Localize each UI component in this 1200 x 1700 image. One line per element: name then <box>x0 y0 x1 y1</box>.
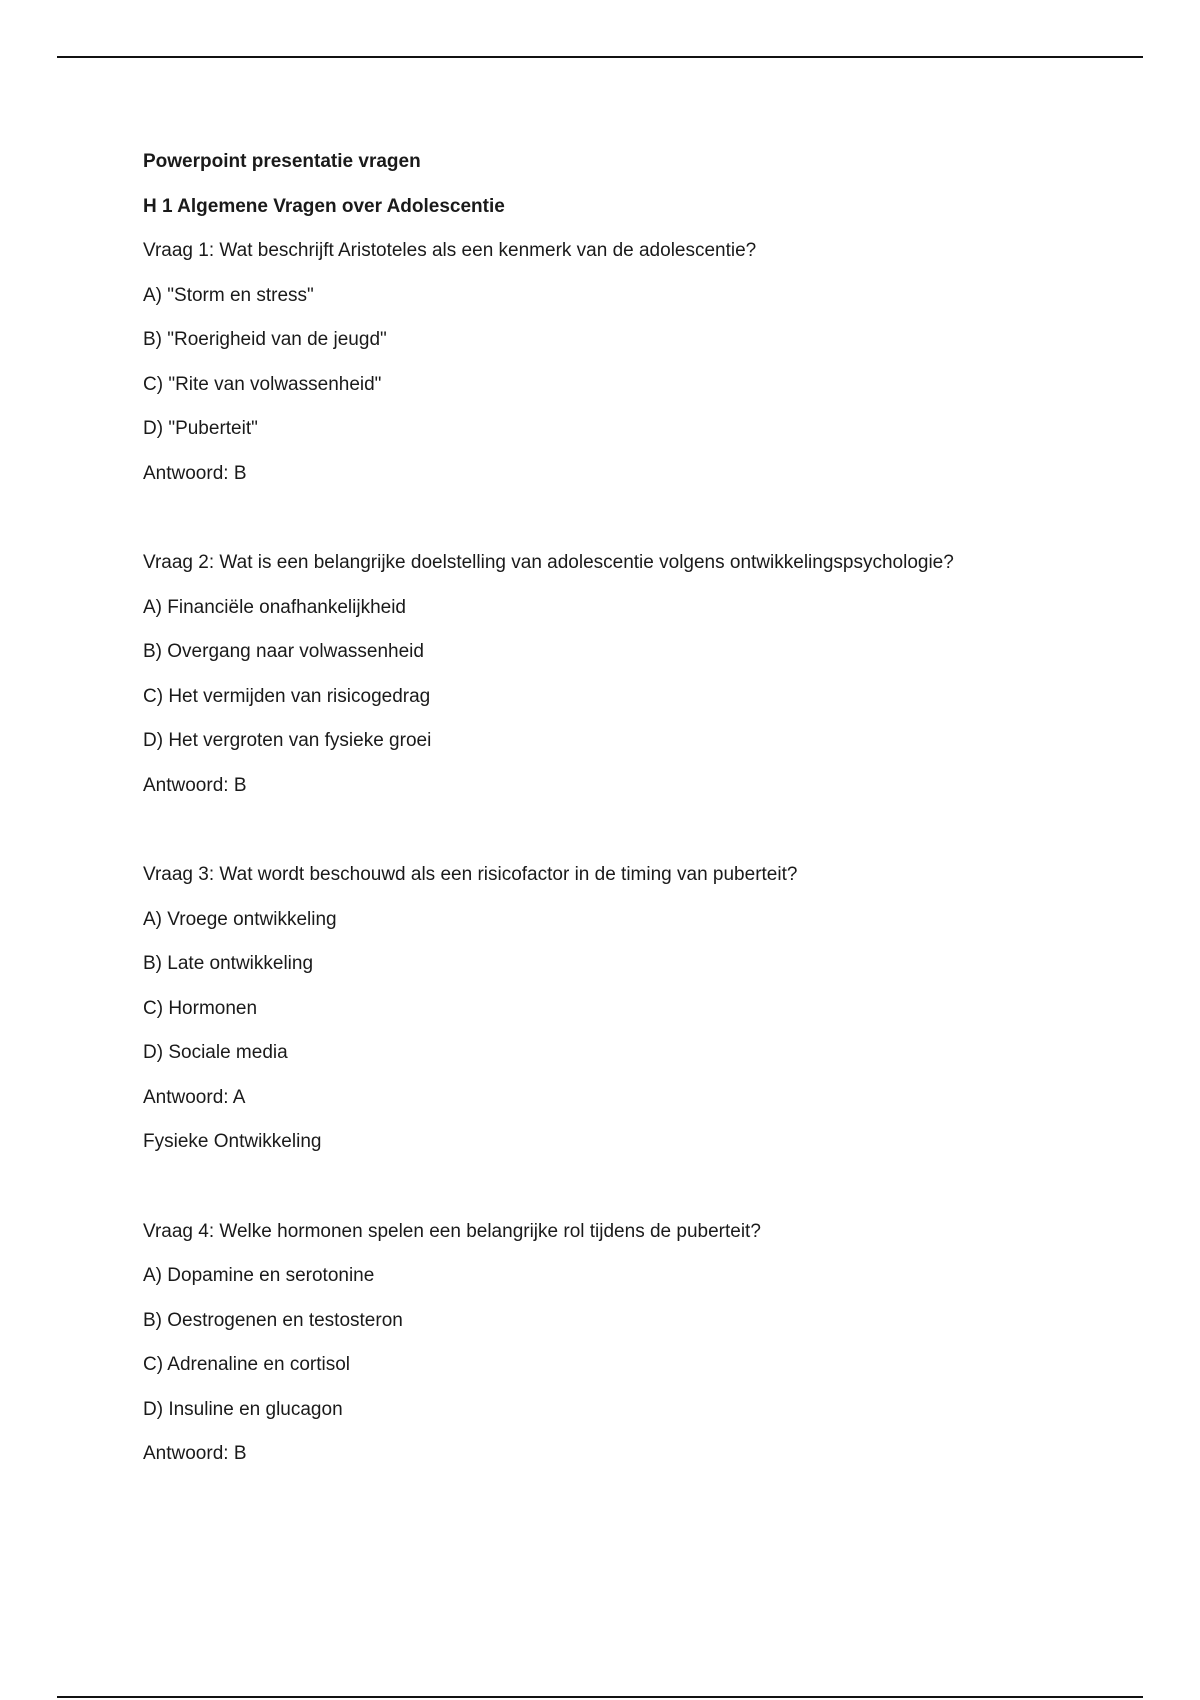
chapter-heading: H 1 Algemene Vragen over Adolescentie <box>143 195 505 217</box>
answer: Antwoord: B <box>143 774 247 796</box>
spacer <box>143 1165 1143 1210</box>
answer: Antwoord: B <box>143 1443 247 1464</box>
option-a: A) Financiële onafhankelijkheid <box>143 596 406 618</box>
question-text: Vraag 2: Wat is een belangrijke doelstelling van adolescentie volgens ontwikkelingspsychologie? <box>143 552 954 573</box>
document-title: Powerpoint presentatie vragen <box>143 151 421 172</box>
option-c: C) Het vermijden van risicogedrag <box>143 685 431 707</box>
top-rule <box>57 56 1143 58</box>
option-c: C) Adrenaline en cortisol <box>143 1354 350 1375</box>
question-block-1 <box>143 229 1143 496</box>
option-b: B) Overgang naar volwassenheid <box>143 641 424 662</box>
option-a: A) Vroege ontwikkeling <box>143 908 337 930</box>
answer: Antwoord: A <box>143 1086 246 1108</box>
question-text: Vraag 1: Wat beschrijft Aristoteles als een kenmerk van de adolescentie? <box>143 240 757 261</box>
question-block-4 <box>143 1210 1143 1477</box>
question-block-2 <box>143 541 1143 808</box>
option-b: B) Oestrogenen en testosteron <box>143 1309 403 1331</box>
option-b: B) Late ontwikkeling <box>143 953 314 974</box>
document-body <box>143 140 1143 1477</box>
option-b: B) "Roerigheid van de jeugd" <box>143 329 387 350</box>
option-a: A) Dopamine en serotonine <box>143 1265 375 1286</box>
option-c: C) "Rite van volwassenheid" <box>143 373 382 395</box>
answer: Antwoord: B <box>143 462 247 484</box>
question-text: Vraag 3: Wat wordt beschouwd als een risicofactor in de timing van puberteit? <box>143 864 798 885</box>
option-a: A) "Storm en stress" <box>143 284 314 306</box>
spacer <box>143 808 1143 853</box>
bottom-rule <box>57 1696 1143 1698</box>
option-d: D) Het vergroten van fysieke groei <box>143 730 432 751</box>
option-d: D) Insuline en glucagon <box>143 1398 343 1420</box>
question-text: Vraag 4: Welke hormonen spelen een belangrijke rol tijdens de puberteit? <box>143 1220 761 1242</box>
option-d: D) "Puberteit" <box>143 418 258 439</box>
spacer <box>143 496 1143 541</box>
option-d: D) Sociale media <box>143 1042 288 1063</box>
section-heading: Fysieke Ontwikkeling <box>143 1131 322 1152</box>
option-c: C) Hormonen <box>143 997 258 1019</box>
question-block-3 <box>143 853 1143 1165</box>
